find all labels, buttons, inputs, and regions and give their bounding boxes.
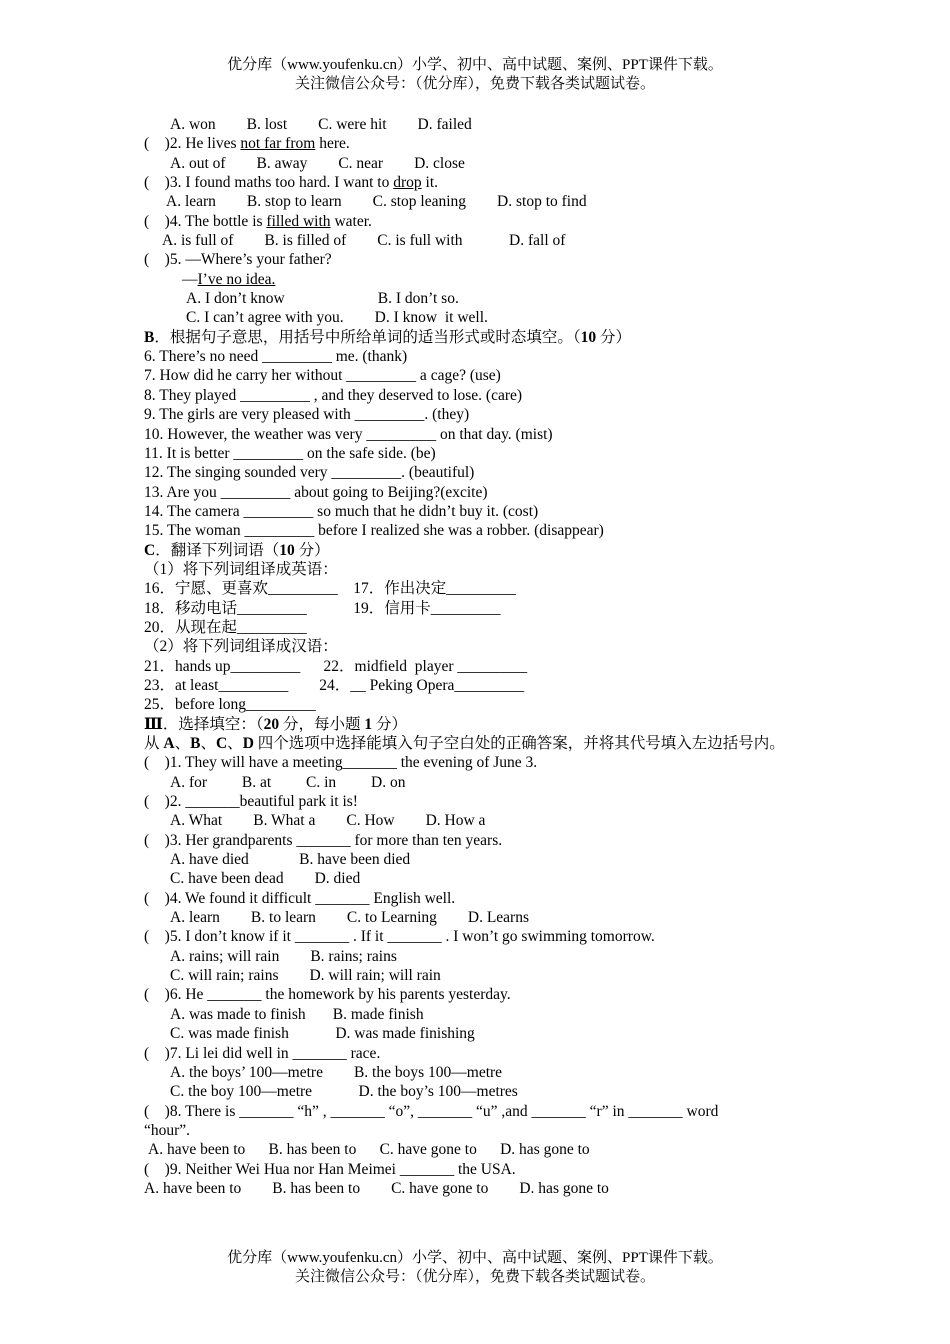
text-segment: 、 — [174, 735, 191, 752]
header-line-2: 关注微信公众号：（优分库），免费下载各类试题试卷。 — [294, 76, 655, 92]
text-line: 6. There’s no need _________ me. (thank) — [144, 348, 408, 366]
text-line: A. What B. What a C. How D. How a — [170, 812, 486, 830]
text-line: A. out of B. away C. near D. close — [170, 154, 465, 172]
text-line: ( )2. _______beautiful park it is! — [144, 793, 358, 811]
text-segment: ．翻译下列词语（ — [155, 541, 280, 559]
text-line: （2）将下列词组译成汉语： — [144, 638, 338, 656]
text-line: ( )8. There is _______ “h” , _______ “o”, _______ “u” ,and _______ “r” in _______ word — [144, 1102, 719, 1120]
text-line: A. for B. at C. in D. on — [170, 773, 406, 791]
text-line: ( )4. We found it difficult _______ English well. — [144, 889, 456, 907]
text-line: 14. The camera _________ so much that he didn’t buy it. (cost) — [144, 502, 539, 520]
text-line: A. have been to B. has been to C. have gone to D. has gone to — [144, 1179, 609, 1197]
text-line: ( )7. Li lei did well in _______ race. — [144, 1044, 381, 1062]
underlined-phrase: drop — [393, 174, 422, 192]
footer-line-1: 优分库（www.youfenku.cn）小学、初中、高中试题、案例、PPT课件下载。 — [227, 1250, 723, 1266]
text-line: 8. They played _________ , and they deserved to lose. (care) — [144, 386, 523, 404]
text-line: C. I can’t agree with you. D. I know it well. — [186, 309, 488, 327]
text-line: C. the boy 100—metre D. the boy’s 100—metres — [170, 1083, 518, 1101]
text-line: 12. The singing sounded very _________. (beautiful) — [144, 464, 475, 482]
bold-text: C — [215, 735, 228, 752]
bold-text: C — [144, 541, 156, 559]
text-line — [144, 134, 824, 153]
text-line: C. have been dead D. died — [170, 870, 361, 888]
bold-text: 1 — [364, 715, 373, 733]
underlined-phrase: I’ve no idea. — [197, 270, 276, 288]
text-segment: ．根据句子意思，用括号中所给单词的适当形式或时态填空。（ — [154, 328, 581, 346]
text-line: ( )5. I don’t know if it _______ . If it _______ . I won’t go swimming tomorrow. — [144, 928, 655, 946]
text-line: 7. How did he carry her without _________ a cage? (use) — [144, 367, 501, 385]
text-line — [144, 270, 824, 289]
text-line — [144, 173, 824, 192]
text-line: “hour”. — [144, 1121, 191, 1139]
text-line: A. have been to B. has been to C. have gone to D. has gone to — [148, 1141, 590, 1159]
text-line: C. was made finish D. was made finishing — [170, 1025, 475, 1043]
text-line: 10. However, the weather was very _________ on that day. (mist) — [144, 425, 553, 443]
text-line: A. rains; will rain B. rains; rains — [170, 947, 397, 965]
bold-text: 20 — [263, 715, 280, 733]
text-line: 20．从现在起_________ — [144, 618, 307, 636]
underlined-phrase: not far from — [240, 135, 316, 153]
bold-text: D — [242, 735, 254, 752]
text-segment: 分） — [596, 328, 631, 346]
text-segment: it. — [421, 174, 439, 192]
text-line — [144, 541, 824, 560]
text-line: ( )3. Her grandparents _______ for more than ten years. — [144, 831, 503, 849]
text-line: ( )9. Neither Wei Hua nor Han Meimei _______ the USA. — [144, 1160, 516, 1178]
text-line: A. was made to finish B. made finish — [170, 1005, 424, 1023]
text-line: C. will rain; rains D. will rain; will rain — [170, 967, 441, 985]
text-line — [144, 715, 824, 734]
text-segment: ( )3. I found maths too hard. I want to — [144, 174, 394, 192]
bold-text: 10 — [580, 328, 597, 346]
text-segment: 四个选项中选择能填入句子空白处的正确答案，并将其代号填入左边括号内。 — [253, 735, 785, 752]
text-segment: 、 — [200, 735, 216, 752]
text-segment: 从 — [144, 735, 164, 752]
exam-content — [144, 115, 824, 1198]
text-line: 13. Are you _________ about going to Beijing?(excite) — [144, 483, 488, 501]
text-line: A. is full of B. is filled of C. is full with D. fall of — [162, 232, 566, 250]
text-line: ( )5. —Where’s your father? — [144, 251, 332, 269]
text-line: ( )6. He _______ the homework by his parents yesterday. — [144, 986, 511, 1004]
bold-text: B — [144, 328, 155, 346]
text-line: A. won B. lost C. were hit D. failed — [170, 116, 472, 133]
text-line: 9. The girls are very pleased with _________. (they) — [144, 406, 470, 424]
underlined-phrase: filled with — [266, 212, 331, 230]
text-line: A. I don’t know B. I don’t so. — [186, 290, 459, 308]
text-line: A. learn B. to learn C. to Learning D. Learns — [170, 909, 529, 927]
text-segment: ．选择填空：（ — [162, 715, 264, 733]
text-segment: 分） — [372, 715, 408, 733]
text-line: 25．before long_________ — [144, 696, 316, 714]
text-line: ( )1. They will have a meeting_______ the evening of June 3. — [144, 754, 538, 772]
page-footer — [0, 1249, 950, 1287]
bold-text: Ⅲ — [144, 715, 163, 733]
text-line: （1）将下列词组译成英语： — [144, 560, 338, 578]
text-line — [144, 734, 824, 753]
text-line: A. the boys’ 100—metre B. the boys 100—metre — [170, 1063, 503, 1081]
text-line: 18．移动电话_________ 19．信用卡_________ — [144, 599, 501, 617]
bold-text: A — [163, 735, 175, 752]
text-line: 16．宁愿、更喜欢_________ 17．作出决定_________ — [144, 580, 517, 598]
text-segment: — — [182, 270, 198, 288]
text-line: 21．hands up_________ 22．midfield player _________ — [144, 657, 528, 675]
text-segment: ( )2. He lives — [144, 135, 241, 153]
text-line: A. have died B. have been died — [170, 851, 411, 869]
text-segment: ( )4. The bottle is — [144, 212, 267, 230]
text-line: 23．at least_________ 24．__ Peking Opera_________ — [144, 676, 525, 694]
text-segment: 分） — [294, 541, 330, 559]
text-segment: water. — [330, 212, 372, 230]
page-header — [0, 56, 950, 94]
text-segment: here. — [315, 135, 350, 153]
bold-text: 10 — [279, 541, 295, 559]
bold-text: B — [190, 735, 201, 752]
text-line — [144, 328, 824, 347]
text-line: 15. The woman _________ before I realized she was a robber. (disappear) — [144, 522, 604, 540]
footer-line-2: 关注微信公众号：（优分库），免费下载各类试题试卷。 — [294, 1269, 655, 1285]
text-segment: 、 — [227, 735, 243, 752]
text-line: A. learn B. stop to learn C. stop leaning D. stop to find — [166, 193, 587, 211]
header-line-1: 优分库（www.youfenku.cn）小学、初中、高中试题、案例、PPT课件下载。 — [227, 57, 723, 73]
text-segment: 分，每小题 — [279, 715, 365, 733]
text-line: 11. It is better _________ on the safe side. (be) — [144, 444, 436, 462]
text-line — [144, 212, 824, 231]
